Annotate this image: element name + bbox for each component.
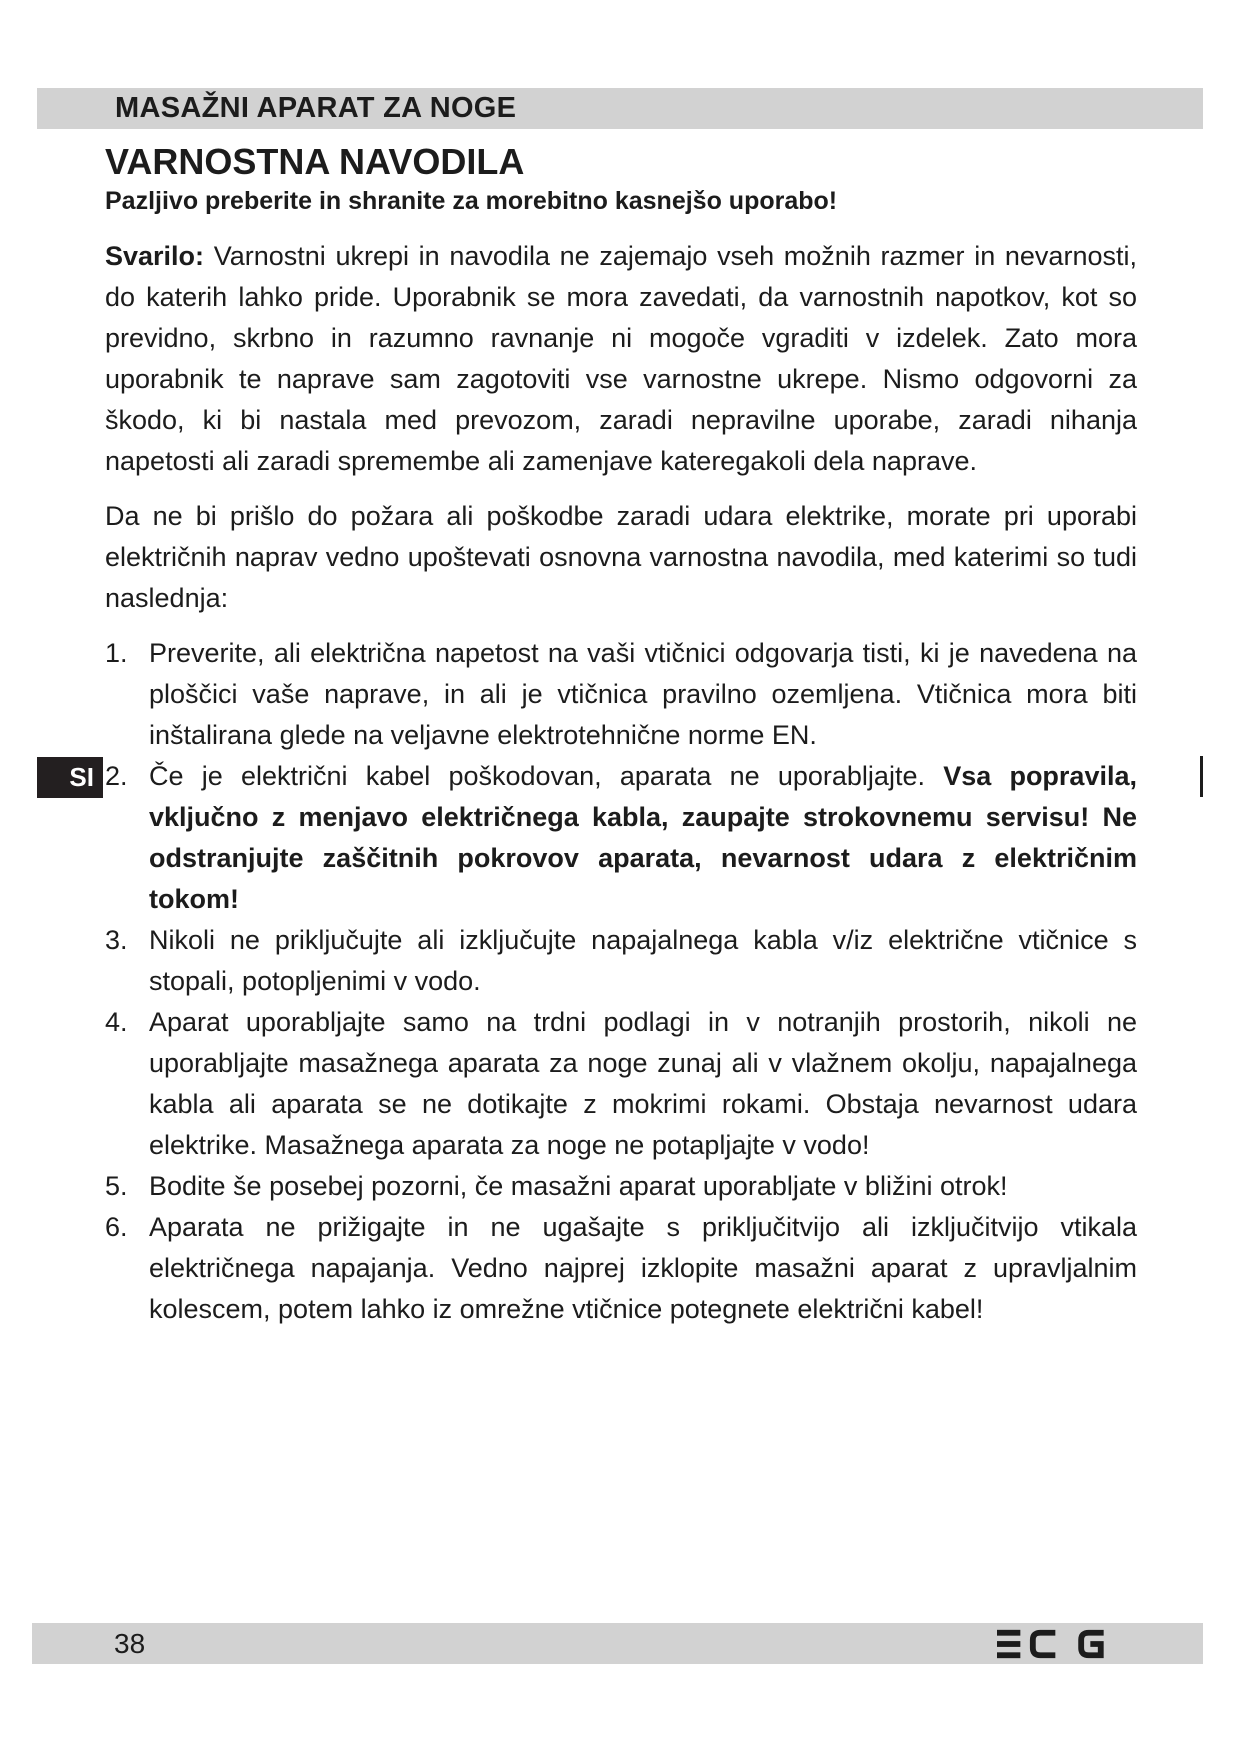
list-item xyxy=(105,1207,1137,1330)
list-item xyxy=(105,756,1137,920)
language-tab-si: SI xyxy=(37,757,103,798)
list-item-text: Nikoli ne priključujte ali izključujte napajalnega kabla v/iz električne vtičnice s stopali, potopljenimi v vodo. xyxy=(149,925,1137,996)
list-item-number: 1. xyxy=(105,638,128,668)
footer-bar xyxy=(32,1623,1203,1664)
section-title: VARNOSTNA NAVODILA xyxy=(105,141,525,182)
safety-instructions-list xyxy=(105,633,1137,1330)
list-item xyxy=(105,1166,1137,1207)
list-item xyxy=(105,920,1137,1002)
warning-text: Varnostni ukrepi in navodila ne zajemajo vseh možnih razmer in nevarnosti, do katerih lahko pride. Uporabnik se mora zavedati, da varnostnih napotkov, kot so previdno, skrbno in razumno ravnanje ni mogoče vgraditi v izdelek. Zato mora uporabnik te naprave sam zagotoviti vse varnostne ukrepe. Nismo odgovorni za škodo, ki bi nastala med prevozom, zaradi nepravilne uporabe, zaradi nihanja napetosti ali zaradi spremembe ali zamenjave kateregakoli dela naprave. xyxy=(105,241,1137,476)
list-item-text: Aparat uporabljajte samo na trdni podlagi in v notranjih prostorih, nikoli ne uporabljajte masažnega aparata za noge zunaj ali v vlažnem okolju, napajalnega kabla ali aparata se ne dotikajte z mokrimi rokami. Obstaja nevarnost udara elektrike. Masažnega aparata za noge ne potapljajte v vodo! xyxy=(149,1007,1137,1160)
list-item-text: Aparata ne prižigajte in ne ugašajte s priključitvijo ali izključitvijo vtikala električnega napajanja. Vedno najprej izklopite masažni aparat z upravljalnim kolescem, potem lahko iz omrežne vtičnice potegnete električni kabel! xyxy=(149,1212,1137,1324)
product-title: MASAŽNI APARAT ZA NOGE xyxy=(115,92,517,124)
list-item-text: Preverite, ali električna napetost na vaši vtičnici odgovarja tisti, ki je navedena na ploščici vaše naprave, in ali je vtičnica pravilno ozemljena. Vtičnica mora biti inštalirana glede na veljavne elektrotehnične norme EN. xyxy=(149,638,1137,750)
ecg-logo-icon xyxy=(997,1629,1107,1659)
margin-tick-mark xyxy=(1200,756,1203,797)
list-item-number: 2. xyxy=(105,761,128,791)
warning-label: Svarilo: xyxy=(105,241,214,271)
warning-paragraph xyxy=(105,236,1137,482)
page-content xyxy=(105,141,1137,1330)
intro-paragraph: Da ne bi prišlo do požara ali poškodbe zaradi udara elektrike, morate pri uporabi električnih naprav vedno upoštevati osnovna varnostna navodila, med katerimi so tudi naslednja: xyxy=(105,501,1137,613)
product-header-bar xyxy=(37,88,1203,129)
list-item-bold-text: Vsa popravila, vključno z menjavo električnega kabla, zaupajte strokovnemu servisu! Ne odstranjujte zaščitnih pokrovov aparata, nevarnost udara z električnim tokom! xyxy=(149,761,1137,914)
list-item-number: 6. xyxy=(105,1212,128,1242)
list-item-number: 4. xyxy=(105,1007,128,1037)
list-item-number: 5. xyxy=(105,1171,128,1201)
list-item-text: Če je električni kabel poškodovan, aparata ne uporabljajte. xyxy=(149,761,944,791)
list-item xyxy=(105,633,1137,756)
section-subtitle: Pazljivo preberite in shranite za morebitno kasnejšo uporabo! xyxy=(105,187,838,215)
list-item-text: Bodite še posebej pozorni, če masažni aparat uporabljate v bližini otrok! xyxy=(149,1171,1008,1201)
page-number: 38 xyxy=(114,1627,146,1659)
list-item xyxy=(105,1002,1137,1166)
list-item-number: 3. xyxy=(105,925,128,955)
